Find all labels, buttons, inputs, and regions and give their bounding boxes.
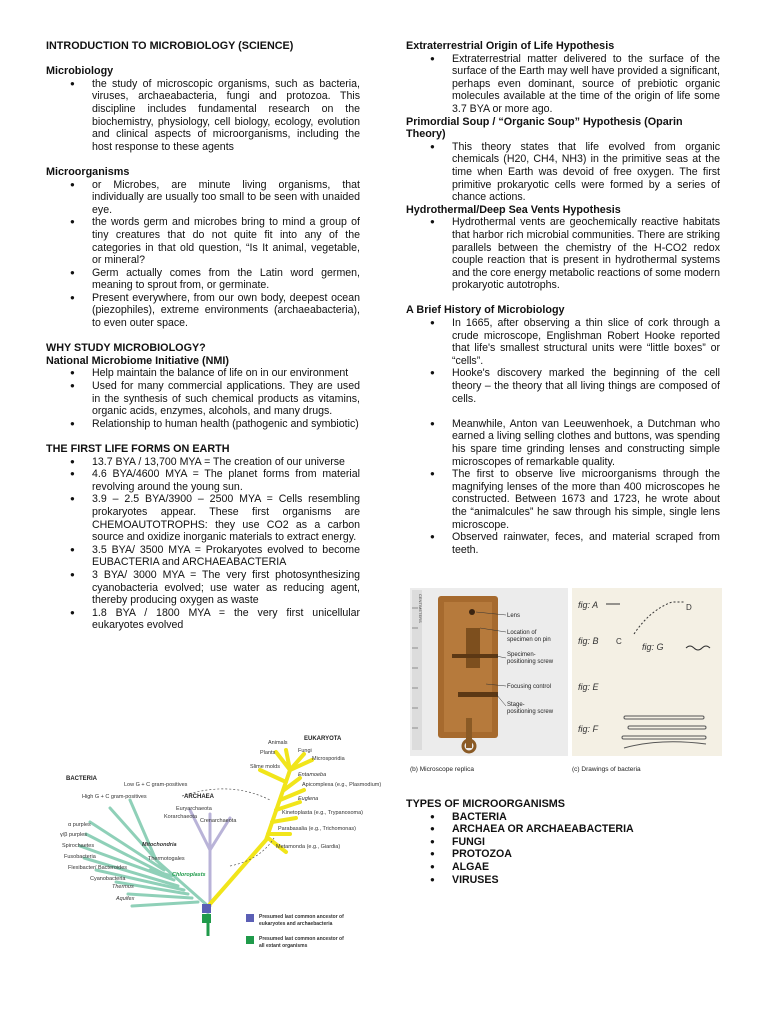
screw-block <box>466 628 480 668</box>
hydrothermal-heading: Hydrothermal/Deep Sea Vents Hypothesis <box>406 203 621 216</box>
list-item: ● In 1665, after observing a thin slice of cork through a crude microscope, Englishman Robert Hooke reported that life's smallest structural units were “little boxes” or “cells”. <box>406 317 720 367</box>
list-item: ● Meanwhile, Anton van Leeuwenhoek, a Dutchman who earned a living selling clothes and buttons, was spending his spare time grinding lenses and constructing simple microscopes of remarkable quality. <box>406 418 720 468</box>
first-life-list <box>46 456 360 632</box>
microorganisms-heading: Microorganisms <box>46 165 130 178</box>
focusing-label: Focusing control <box>507 684 552 690</box>
list-item: ● Germ actually comes from the Latin word germen, meaning to sprout from, or germinate. <box>46 267 360 292</box>
lens-icon <box>469 609 475 615</box>
taxon-label: Apicomplexa (e.g., Plasmodium) <box>302 782 382 788</box>
taxon-label: Euryarchaeota <box>176 806 212 812</box>
list-item: ● This theory states that life evolved from organic chemicals (H20, CH4, NH3) in the primitive seas at the time when Earth was devoid of free oxygen. The first primitive prokaryotic cells were formed by a series of chance actions. <box>406 141 720 204</box>
taxon-label: Plants <box>260 750 276 756</box>
taxon-label: Fungi <box>298 748 312 754</box>
chloroplasts-label: Chloroplasts <box>172 872 206 878</box>
legend-swatch-eukaryote-archaea <box>246 914 254 922</box>
extraterrestrial-heading: Extraterrestrial Origin of Life Hypothesis <box>406 40 615 52</box>
drawing-label-d: D <box>686 603 692 612</box>
taxon-label: Spirochaetes <box>62 843 95 849</box>
taxon-label: Kinetoplasta (e.g., Trypanosoma) <box>282 810 364 816</box>
right-column <box>406 40 720 556</box>
taxon-label: Thermotogales <box>148 856 185 862</box>
microscope-figure <box>410 588 722 774</box>
eukaryota-group-label: EUKARYOTA <box>304 736 342 742</box>
drawing-label-f: fig: F <box>578 724 599 734</box>
left-column <box>46 40 360 632</box>
list-item: ● Help maintain the balance of life on in our environment <box>46 367 360 380</box>
taxon-label: Animals <box>268 740 288 746</box>
microbiology-heading: Microbiology <box>46 65 114 78</box>
drawing-label-a: fig: A <box>578 600 599 610</box>
list-item: ● Present everywhere, from our own body, deepest ocean (piezophiles), extreme environments (archaeabacteria), to even outer space. <box>46 292 360 330</box>
taxon-label: Korarchaeota <box>164 814 198 820</box>
history-list-b <box>406 418 720 557</box>
list-item: ● the words germ and microbes bring to mind a group of tiny creatures that do not quite fit into any of the categories in that old question, “Is It animal, vegetable, or mineral? <box>46 216 360 266</box>
archaea-eukaryote-ancestor-marker <box>202 904 211 913</box>
list-item: ● ALGAE <box>406 861 720 874</box>
drawing-label-c: C <box>616 637 622 646</box>
tree-of-life-figure <box>60 730 382 962</box>
taxon-label: Entamoeba <box>298 772 327 778</box>
taxon-label: Flexibacter/ Bacteroides <box>68 865 127 871</box>
types-heading: TYPES OF MICROORGANISMS <box>406 798 565 810</box>
universal-ancestor-marker <box>202 914 211 923</box>
taxon-label: Crenarchaeota <box>200 818 237 824</box>
mitochondria-label: Mitochondria <box>142 842 177 848</box>
why-list <box>46 367 360 430</box>
location-label: Location of specimen on pin <box>507 630 551 643</box>
list-item: ● Relationship to human health (pathogenic and symbiotic) <box>46 418 360 431</box>
primordial-soup-list <box>406 141 720 204</box>
taxon-label: α purples <box>68 822 91 828</box>
specimen-screw-label: Specimen-positioning screw <box>507 652 554 665</box>
list-item: ● 3 BYA/ 3000 MYA = The very first photosynthesizing cyanobacteria evolved; use water as reducing agent, thereby producing oxygen as waste <box>46 569 360 607</box>
list-item: ● VIRUSES <box>406 874 720 887</box>
list-item: ● Observed rainwater, feces, and material scraped from teeth. <box>406 531 720 556</box>
extraterrestrial-list <box>406 53 720 116</box>
taxon-label: γ/β purples <box>60 832 88 838</box>
drawing-label-e: fig: E <box>578 682 599 692</box>
legend-label: Presumed last common ancestor of eukaryotes and archaebacteria <box>259 914 344 927</box>
legend-swatch-universal <box>246 936 254 944</box>
list-item: ● Extraterrestrial matter delivered to the surface of the surface of the Earth may well have provided a significant, perhaps even dominant, source of prebiotic organic molecules available at the time of the origin of life some 3.7 BYA or more ago. <box>406 53 720 116</box>
why-heading: WHY STUDY MICROBIOLOGY? <box>46 342 206 355</box>
drawing-label-g: fig: G <box>642 642 664 652</box>
archaea-group-label: ARCHAEA <box>184 794 214 800</box>
ruler-label: CENTIMETERS <box>418 594 423 623</box>
nmi-heading: National Microbiome Initiative (NMI) <box>46 354 229 367</box>
taxon-label: Thermus <box>112 884 134 890</box>
types-section <box>406 798 720 886</box>
list-item: ● 4.6 BYA/4600 MYA = The planet forms from material revolving around the young sun. <box>46 468 360 493</box>
list-item: ● Hooke's discovery marked the beginning of the cell theory – the theory that all living things are composed of cells. <box>406 367 720 405</box>
handle <box>466 718 472 748</box>
taxon-label: Cyanobacteria <box>90 876 126 882</box>
list-item: ● BACTERIA <box>406 811 720 824</box>
list-item: ● Hydrothermal vents are geochemically reactive habitats that harbor rich microbial communities. There are striking parallels between the chemistry of the H-CO2 redox couple reaction that is present in hydrothermal systems and the core energy metabolic reactions of some modern prokaryotic autotrophs. <box>406 216 720 292</box>
taxon-label: Parabasalia (e.g., Trichomonas) <box>278 826 356 832</box>
taxon-label: Aquifex <box>116 896 135 902</box>
list-item: ● the study of microscopic organisms, such as bacteria, viruses, archaeabacteria, fungi and protozoa. This discipline includes fundamental research on the biochemistry, physiology, cell biology, ecology, evolution and clinical aspects of microorganisms, including the host response to these agents <box>46 78 360 154</box>
caption-drawings: (c) Drawings of bacteria <box>572 766 641 773</box>
stage-screw <box>458 692 498 697</box>
types-list <box>406 811 720 887</box>
list-item: ● 3.5 BYA/ 3500 MYA = Prokaryotes evolved to become EUBACTERIA and ARCHAEABACTERIA <box>46 544 360 569</box>
microbiology-list <box>46 78 360 154</box>
drawing-label-b: fig: B <box>578 636 599 646</box>
taxon-label: Euglena <box>298 796 319 802</box>
list-item: ● or Microbes, are minute living organisms, that individually are usually too small to be seen with unaided eye. <box>46 179 360 217</box>
list-item: ● PROTOZOA <box>406 848 720 861</box>
hydrothermal-list <box>406 216 720 292</box>
taxon-label: Slime molds <box>250 764 280 770</box>
lens-label: Lens <box>507 613 521 619</box>
specimen-screw <box>452 654 498 658</box>
taxon-label: Microsporidia <box>312 756 345 762</box>
taxon-label: Fusobacteria <box>64 854 96 860</box>
taxon-label: Metamonda (e.g., Giardia) <box>276 844 341 850</box>
taxon-label: High G + C gram-positives <box>82 794 147 800</box>
list-item: ● 1.8 BYA / 1800 MYA = the very first unicellular eukaryotes evolved <box>46 607 360 632</box>
first-life-heading: THE FIRST LIFE FORMS ON EARTH <box>46 443 230 455</box>
list-item: ● 13.7 BYA / 13,700 MYA = The creation of our universe <box>46 456 360 469</box>
history-list-a <box>406 317 720 405</box>
list-item: ● The first to observe live microorganisms through the magnifying lenses of the more than 400 microscopes he constructed. Between 1673 and 1723, he wrote about the “animalcules” he saw through his simple, single lens microscope. <box>406 468 720 531</box>
list-item: ● Used for many commercial applications. They are used in the synthesis of such chemical products as vitamins, organic acids, enzymes, alcohols, and many drugs. <box>46 380 360 418</box>
microorganisms-list <box>46 179 360 330</box>
list-item: ● ARCHAEA OR ARCHAEABACTERIA <box>406 823 720 836</box>
bacteria-group-label: BACTERIA <box>66 776 97 782</box>
history-heading: A Brief History of Microbiology <box>406 304 565 317</box>
caption-microscope: (b) Microscope replica <box>410 766 474 773</box>
primordial-soup-heading: Primordial Soup / “Organic Soup” Hypothesis (Oparin Theory) <box>406 115 683 141</box>
stage-screw-label: Stage-positioning screw <box>507 702 554 715</box>
list-item: ● 3.9 – 2.5 BYA/3900 – 2500 MYA = Cells resembling prokaryotes appear. These first organisms are CHEMOAUTOTROPHS: they use CO2 as a carbon source and oxidize inorganic materials to extract energy. <box>46 493 360 543</box>
legend-label: Presumed last common ancestor of all extant organisms <box>259 936 344 949</box>
taxon-label: Low G + C gram-positives <box>124 782 188 788</box>
list-item: ● FUNGI <box>406 836 720 849</box>
document-title: INTRODUCTION TO MICROBIOLOGY (SCIENCE) <box>46 40 294 52</box>
